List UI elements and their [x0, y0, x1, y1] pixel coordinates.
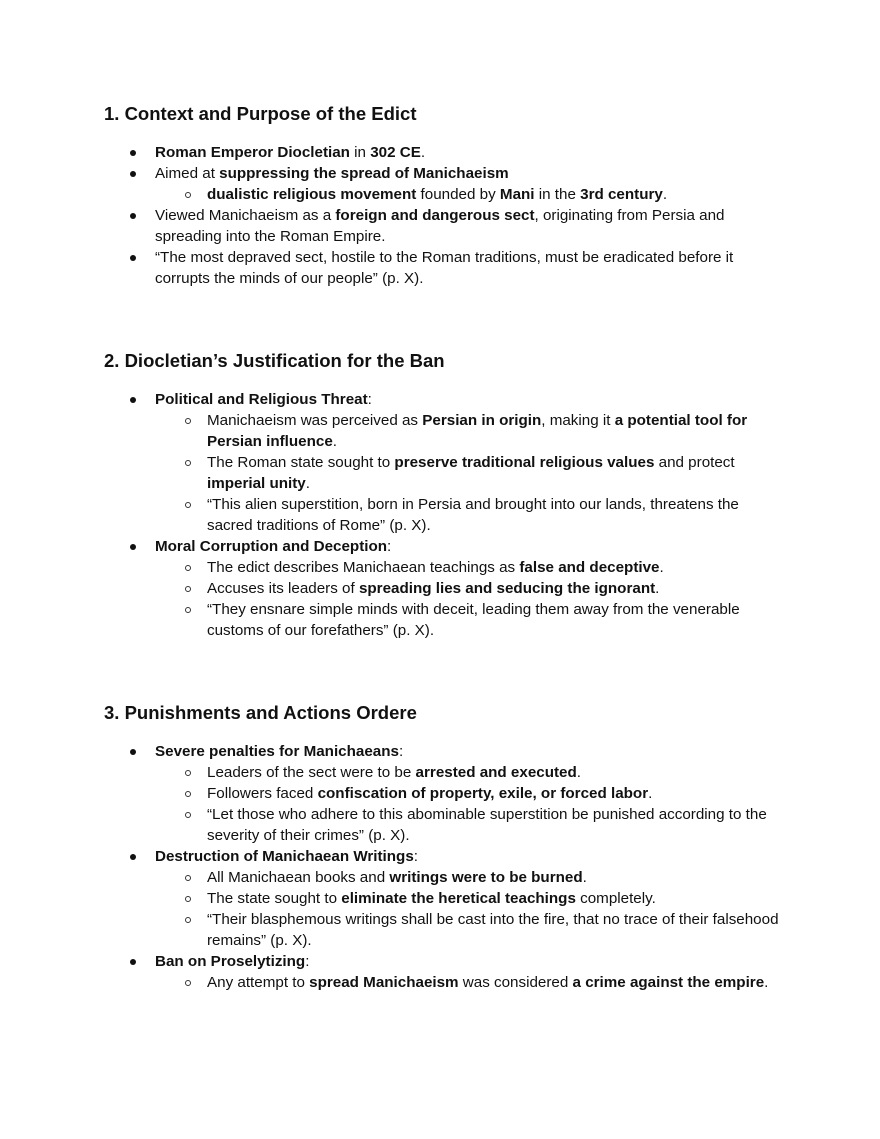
section-punishments — [104, 701, 784, 993]
sub-bullet-list — [155, 972, 784, 993]
bold-text: eliminate the heretical teachings — [341, 890, 576, 907]
bold-text: 302 CE — [370, 144, 421, 161]
text-run: . — [332, 433, 337, 450]
bold-text: 3rd century — [580, 186, 663, 203]
sub-list-item — [155, 184, 784, 205]
sub-bullet-list — [155, 557, 784, 641]
filled-bullet-icon — [130, 846, 136, 867]
sub-list-item — [155, 804, 784, 846]
hollow-bullet-icon — [185, 888, 191, 909]
text-run: The Roman state sought to — [207, 454, 395, 471]
text-run: . — [655, 580, 660, 597]
text-run: . — [764, 974, 769, 991]
bullet-list — [104, 389, 784, 641]
text-run: “Their blasphemous writings shall be cast into the fire, that no trace of their falsehood remains” (p. X). — [207, 911, 779, 949]
text-run: The state sought to — [207, 890, 342, 907]
bullet-list — [104, 142, 784, 289]
bold-text: foreign and dangerous sect — [335, 207, 535, 224]
bold-text: Ban on Proselytizing — [155, 953, 306, 970]
text-run: . — [305, 475, 310, 492]
text-run: : — [387, 538, 392, 555]
section-heading: 2. Diocletian’s Justification for the Ban — [104, 350, 445, 371]
bold-text: Severe penalties for Manichaeans — [155, 743, 399, 760]
bold-text: dualistic religious movement — [207, 186, 417, 203]
text-run: “This alien superstition, born in Persia and brought into our lands, threatens the sacred traditions of Rome” (p. X). — [207, 496, 739, 534]
sub-bullet-list — [155, 762, 784, 846]
list-item — [104, 142, 784, 163]
sub-list-item — [155, 867, 784, 888]
bold-text: spread Manichaeism — [309, 974, 459, 991]
text-run: completely. — [575, 890, 656, 907]
list-item — [104, 951, 784, 993]
hollow-bullet-icon — [185, 972, 191, 993]
hollow-bullet-icon — [185, 557, 191, 578]
sub-list-item — [155, 783, 784, 804]
list-item — [104, 536, 784, 641]
section-justification — [104, 349, 784, 641]
text-run: . — [576, 764, 582, 781]
bold-text: Political and Religious Threat — [155, 391, 368, 408]
hollow-bullet-icon — [185, 909, 191, 930]
filled-bullet-icon — [130, 741, 136, 762]
filled-bullet-icon — [130, 163, 136, 184]
text-run: and protect — [654, 454, 735, 471]
bold-text: a potential tool for Persian influence — [207, 412, 748, 450]
section-context — [104, 102, 784, 289]
sub-bullet-list — [155, 410, 784, 536]
hollow-bullet-icon — [185, 867, 191, 888]
filled-bullet-icon — [130, 205, 136, 226]
hollow-bullet-icon — [185, 783, 191, 804]
section-heading: 1. Context and Purpose of the Edict — [104, 103, 417, 124]
text-run: . — [582, 869, 587, 886]
sub-list-item — [155, 452, 784, 494]
text-run: , originating from Persia and spreading into the Roman Empire. — [155, 207, 725, 245]
text-run: . — [659, 559, 664, 576]
text-run: in the — [534, 186, 581, 203]
text-run: Followers faced — [207, 785, 318, 802]
sub-list-item — [155, 557, 784, 578]
bold-text: spreading lies and seducing the ignorant — [358, 580, 656, 597]
hollow-bullet-icon — [185, 452, 191, 473]
filled-bullet-icon — [130, 536, 136, 557]
list-item — [104, 741, 784, 846]
hollow-bullet-icon — [185, 804, 191, 825]
bold-text: confiscation of property, exile, or forced labor — [317, 785, 649, 802]
hollow-bullet-icon — [185, 578, 191, 599]
text-run: : — [305, 953, 310, 970]
bold-text: imperial unity — [207, 475, 306, 492]
sub-bullet-list — [155, 184, 784, 205]
bold-text: Persian in origin — [422, 412, 542, 429]
section-heading: 3. Punishments and Actions Ordere — [104, 702, 417, 723]
hollow-bullet-icon — [185, 494, 191, 515]
sub-list-item — [155, 762, 784, 783]
text-run: , making it — [541, 412, 615, 429]
filled-bullet-icon — [130, 951, 136, 972]
text-run: “The most depraved sect, hostile to the Roman traditions, must be eradicated before it corrupts the minds of our people” (p. X). — [155, 249, 734, 287]
hollow-bullet-icon — [185, 410, 191, 431]
sub-list-item — [155, 494, 784, 536]
text-run: Manichaeism was perceived as — [207, 412, 423, 429]
list-item — [104, 163, 784, 205]
bold-text: arrested and executed — [415, 764, 577, 781]
bold-text: writings were to be burned — [389, 869, 583, 886]
text-run: Any attempt to — [207, 974, 310, 991]
text-run: founded by — [416, 186, 500, 203]
hollow-bullet-icon — [185, 599, 191, 620]
text-run: Accuses its leaders of — [207, 580, 359, 597]
list-item — [104, 247, 784, 289]
text-run: Aimed at — [155, 165, 220, 182]
text-run: . — [662, 186, 668, 203]
text-run: . — [420, 144, 426, 161]
sub-list-item — [155, 599, 784, 641]
text-run: The edict describes Manichaean teachings as — [207, 559, 520, 576]
text-run: in — [349, 144, 371, 161]
bold-text: Mani — [499, 186, 535, 203]
filled-bullet-icon — [130, 389, 136, 410]
filled-bullet-icon — [130, 142, 136, 163]
text-run: Viewed Manichaeism as a — [155, 207, 336, 224]
sub-list-item — [155, 909, 784, 951]
bold-text: false and deceptive — [519, 559, 660, 576]
hollow-bullet-icon — [185, 184, 191, 205]
text-run: “Let those who adhere to this abominable superstition be punished according to the severity of their crimes” (p. X). — [207, 806, 767, 844]
filled-bullet-icon — [130, 247, 136, 268]
list-item — [104, 846, 784, 951]
sub-bullet-list — [155, 867, 784, 951]
text-run: : — [398, 743, 404, 760]
bold-text: a crime against the empire — [572, 974, 765, 991]
hollow-bullet-icon — [185, 762, 191, 783]
text-run: Leaders of the sect were to be — [207, 764, 416, 781]
sub-list-item — [155, 972, 784, 993]
bold-text: suppressing the spread of Manichaeism — [219, 165, 509, 182]
list-item — [104, 389, 784, 536]
text-run: . — [648, 785, 653, 802]
text-run: was considered — [458, 974, 573, 991]
bold-text: Destruction of Manichaean Writings — [155, 848, 414, 865]
text-run: All Manichaean books and — [207, 869, 390, 886]
sub-list-item — [155, 888, 784, 909]
sub-list-item — [155, 578, 784, 599]
bold-text: preserve traditional religious values — [394, 454, 655, 471]
bullet-list — [104, 741, 784, 993]
text-run: “They ensnare simple minds with deceit, leading them away from the venerable customs of our forefathers” (p. X). — [207, 601, 740, 639]
list-item — [104, 205, 784, 247]
text-run: : — [367, 391, 372, 408]
sub-list-item — [155, 410, 784, 452]
bold-text: Roman Emperor Diocletian — [155, 144, 350, 161]
text-run: : — [413, 848, 419, 865]
bold-text: Moral Corruption and Deception — [155, 538, 388, 555]
